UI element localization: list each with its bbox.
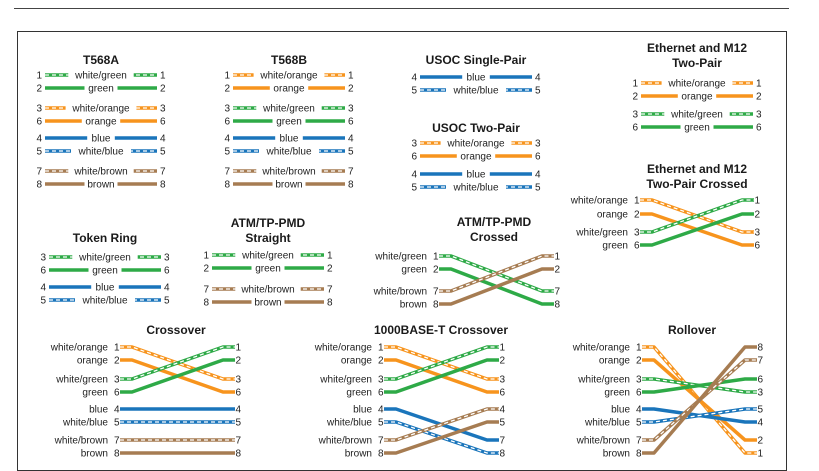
pin-left: 7 [636,435,642,447]
wire-label: blue [611,404,630,416]
pin-right: 2 [754,209,760,221]
wire-label: brown [87,179,115,191]
pin-left: 6 [636,387,642,399]
pin-left: 8 [36,179,42,191]
pin-right: 3 [756,109,762,121]
pin-left: 4 [36,133,42,145]
pin-left: 6 [634,240,640,252]
pin-left: 1 [114,342,120,354]
pin-left: 1 [632,78,638,90]
wire-label: white/green [79,252,131,264]
pin-right: 4 [235,404,241,416]
diagram-title: Two-Pair Crossed [646,177,748,191]
pin-left: 4 [40,282,46,294]
wire-label: white/orange [668,78,726,90]
diagram-title: Rollover [667,323,717,337]
pin-right: 6 [757,374,763,386]
pin-left: 1 [433,251,439,263]
pin-left: 6 [114,387,120,399]
wire-label: white/green [75,70,127,82]
wire-label: green [401,264,427,276]
wire-label: green [346,387,372,399]
diagram-title: USOC Single-Pair [425,53,527,67]
wire-label: brown [275,179,303,191]
pin-left: 3 [36,103,42,115]
wire-label: green [276,116,302,128]
pin-left: 4 [114,404,120,416]
wire-label: orange [460,151,492,163]
pin-left: 7 [224,166,230,178]
pin-left: 3 [40,252,46,264]
pin-left: 2 [433,264,439,276]
pin-right: 2 [235,355,241,367]
pin-right: 3 [348,103,354,115]
diagram-title: Crossover [146,323,206,337]
wire-label: blue [89,404,108,416]
pin-left: 8 [636,448,642,460]
pin-right: 5 [348,146,354,158]
wire-label: white/blue [453,85,499,97]
pin-left: 5 [411,85,417,97]
pin-left: 8 [203,297,209,309]
pin-right: 5 [535,85,541,97]
diagram-title: Token Ring [72,231,138,245]
wire-label: orange [681,91,713,103]
pin-left: 5 [114,417,120,429]
pin-left: 8 [224,179,230,191]
wire-label: white/brown [54,435,108,447]
pin-left: 3 [114,374,120,386]
diagram-title: Crossed [469,230,519,244]
pin-left: 5 [36,146,42,158]
pin-right: 6 [754,240,760,252]
wire-label: white/brown [74,166,128,178]
wire-label: white/blue [62,417,108,429]
diagram-title: T568A [82,53,120,67]
wire-label: white/brown [576,435,630,447]
pin-right: 5 [535,182,541,194]
pin-right: 3 [235,374,241,386]
diagram-title: ATM/TP-PMD [456,215,532,229]
diagram-title: 1000BASE-T Crossover [373,323,509,337]
pin-right: 1 [499,342,505,354]
diagram-title: Two-Pair [672,56,722,70]
wire-label: white/orange [260,70,318,82]
pin-right: 6 [348,116,354,128]
pin-left: 4 [411,169,417,181]
pin-left: 4 [411,72,417,84]
pin-right: 2 [327,263,333,275]
pin-right: 1 [757,448,763,460]
pin-left: 8 [378,448,384,460]
pin-right: 8 [348,179,354,191]
pin-left: 5 [378,417,384,429]
pin-left: 2 [224,83,230,95]
wire-label: orange [596,209,628,221]
pin-right: 5 [499,417,505,429]
wire-label: brown [399,299,427,311]
pin-left: 5 [636,417,642,429]
wire-label: white/orange [570,195,628,207]
wire-label: brown [80,448,108,460]
pin-left: 3 [636,374,642,386]
pin-right: 3 [499,374,505,386]
pin-right: 7 [554,286,560,298]
wire-label: white/brown [262,166,316,178]
pin-right: 4 [164,282,170,294]
pin-right: 3 [160,103,166,115]
wire-label: white/orange [314,342,372,354]
wire-label: white/green [56,374,108,386]
wire-label: white/blue [82,295,128,307]
wire-label: white/blue [266,146,312,158]
pin-right: 4 [535,169,541,181]
wire-label: white/green [671,109,723,121]
pin-right: 8 [235,448,241,460]
pin-right: 3 [754,227,760,239]
pin-right: 5 [235,417,241,429]
pin-right: 6 [160,116,166,128]
wire-label: green [92,265,118,277]
pin-left: 6 [36,116,42,128]
pin-left: 4 [378,404,384,416]
wire-label: green [82,387,108,399]
pin-left: 2 [636,355,642,367]
diagram-title: Straight [245,231,291,245]
wire-label: white/orange [72,103,130,115]
wire-label: white/green [242,250,294,262]
wire-label: green [88,83,114,95]
wire-label: orange [76,355,108,367]
pin-left: 3 [378,374,384,386]
wire-label: orange [598,355,630,367]
pin-left: 1 [224,70,230,82]
pin-right: 6 [164,265,170,277]
pin-left: 1 [36,70,42,82]
pin-left: 2 [36,83,42,95]
pin-right: 7 [499,435,505,447]
wire-label: orange [85,116,117,128]
pin-left: 4 [636,404,642,416]
pin-right: 1 [160,70,166,82]
pin-right: 3 [757,387,763,399]
pin-left: 2 [632,91,638,103]
pin-left: 7 [378,435,384,447]
wire-label: orange [340,355,372,367]
pin-right: 5 [160,146,166,158]
wire-label: brown [254,297,282,309]
wire-label: white/brown [318,435,372,447]
wire-label: green [684,122,710,134]
pin-left: 1 [636,342,642,354]
wire-label: white/orange [447,138,505,150]
pin-right: 4 [757,417,763,429]
pin-left: 3 [632,109,638,121]
pin-right: 8 [757,342,763,354]
pin-left: 2 [203,263,209,275]
diagram-title: Ethernet and M12 [646,162,748,176]
pin-right: 4 [160,133,166,145]
pin-right: 8 [554,299,560,311]
pin-left: 2 [114,355,120,367]
pin-left: 5 [224,146,230,158]
pin-right: 6 [235,387,241,399]
pin-left: 3 [411,138,417,150]
pin-left: 1 [203,250,209,262]
pin-right: 6 [756,122,762,134]
pin-right: 3 [535,138,541,150]
pin-right: 1 [327,250,333,262]
pin-left: 5 [411,182,417,194]
pin-right: 7 [757,355,763,367]
pin-left: 5 [40,295,46,307]
pin-right: 7 [235,435,241,447]
pin-left: 2 [378,355,384,367]
pin-right: 5 [757,404,763,416]
pin-right: 4 [348,133,354,145]
pin-left: 4 [224,133,230,145]
pin-right: 1 [348,70,354,82]
wire-label: orange [273,83,305,95]
pin-left: 7 [114,435,120,447]
wire-label: blue [95,282,115,294]
pin-right: 2 [756,91,762,103]
pin-right: 4 [535,72,541,84]
wire-label: green [604,387,630,399]
wire-label: white/orange [572,342,630,354]
wire-label: white/green [263,103,315,115]
pin-left: 7 [203,284,209,296]
wire-label: blue [466,72,486,84]
wire-label: white/brown [241,284,295,296]
pin-right: 1 [554,251,560,263]
wire-label: white/brown [373,286,427,298]
pin-right: 7 [348,166,354,178]
pin-left: 6 [632,122,638,134]
wire-label: green [602,240,628,252]
pin-left: 3 [634,227,640,239]
wire-label: blue [353,404,372,416]
pin-right: 8 [327,297,333,309]
pin-right: 7 [160,166,166,178]
wire-label: brown [344,448,372,460]
pin-left: 8 [433,299,439,311]
pin-right: 1 [754,195,760,207]
pin-right: 2 [554,264,560,276]
diagram-title: T568B [270,53,308,67]
pin-left: 6 [378,387,384,399]
pin-right: 1 [756,78,762,90]
wire-label: green [255,263,281,275]
wire-label: white/blue [584,417,630,429]
pin-left: 1 [634,195,640,207]
wire-label: white/blue [453,182,499,194]
pin-right: 1 [235,342,241,354]
pin-left: 3 [224,103,230,115]
wire-label: white/green [578,374,630,386]
pin-left: 7 [36,166,42,178]
pin-left: 6 [224,116,230,128]
pin-left: 8 [114,448,120,460]
wire-label: blue [91,133,111,145]
diagram-title: Ethernet and M12 [646,41,748,55]
diagram-title: USOC Two-Pair [432,121,520,135]
pin-left: 6 [411,151,417,163]
wire-label: white/orange [50,342,108,354]
wire-label: white/blue [78,146,124,158]
wire-label: white/green [375,251,427,263]
pin-right: 2 [499,355,505,367]
wire-label: white/blue [326,417,372,429]
wire-label: white/green [576,227,628,239]
pin-right: 7 [327,284,333,296]
diagram-title: ATM/TP-PMD [230,216,306,230]
pin-right: 3 [164,252,170,264]
pin-right: 8 [499,448,505,460]
pin-right: 2 [757,435,763,447]
pin-right: 8 [160,179,166,191]
pin-right: 2 [348,83,354,95]
pin-left: 1 [378,342,384,354]
pin-right: 6 [499,387,505,399]
pin-left: 6 [40,265,46,277]
pin-left: 2 [634,209,640,221]
pin-right: 5 [164,295,170,307]
pin-right: 6 [535,151,541,163]
wire-label: blue [466,169,486,181]
wire-label: white/green [320,374,372,386]
pin-right: 4 [499,404,505,416]
pin-right: 2 [160,83,166,95]
wire-label: blue [279,133,299,145]
wire-label: brown [602,448,630,460]
pin-left: 7 [433,286,439,298]
